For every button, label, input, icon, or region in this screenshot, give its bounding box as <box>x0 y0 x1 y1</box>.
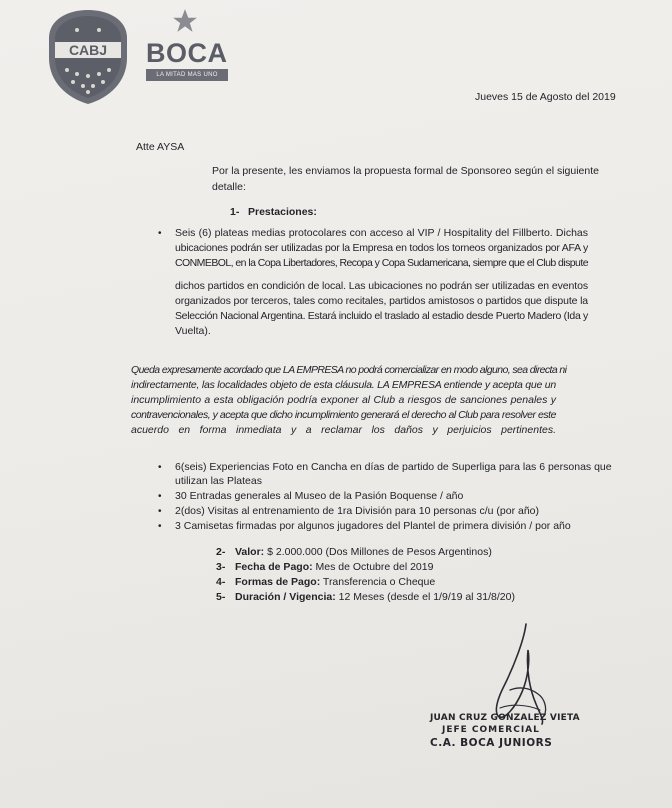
star-icon <box>172 8 198 34</box>
bullet-icon: • <box>158 462 162 473</box>
term-row <box>235 545 492 560</box>
term-number: 3- <box>216 561 226 573</box>
item-line: Vuelta). <box>175 325 211 337</box>
bullet-icon: • <box>158 506 162 517</box>
term-label: Valor: <box>235 546 265 558</box>
section-1-number: 1- <box>230 206 240 218</box>
term-value: 12 Meses (desde el 1/9/19 al 31/8/20) <box>335 591 515 603</box>
term-label: Fecha de Pago: <box>235 561 313 573</box>
benefit-line: 3 Camisetas firmadas por algunos jugadores del Plantel de primera división / por año <box>175 520 571 532</box>
bullet-icon: • <box>158 521 162 532</box>
benefit-line: 6(seis) Experiencias Foto en Cancha en días de partido de Superliga para las 6 personas que <box>175 461 612 473</box>
clause-line: acuerdo en forma inmediata y a reclamar los daños y perjuicios pertinentes. <box>131 424 556 436</box>
club-crest-logo <box>47 8 129 106</box>
benefit-line: utilizan las Plateas <box>175 475 262 487</box>
intro-line-1: Por la presente, les enviamos la propuesta formal de Sponsoreo según el siguiente <box>212 165 599 177</box>
term-number: 2- <box>216 546 226 558</box>
item-line: CONMEBOL, en la Copa Libertadores, Recopa y Copa Sudamericana, siempre que el Club dispute <box>175 257 588 269</box>
benefit-line: 30 Entradas generales al Museo de la Pasión Boquense / año <box>175 490 464 502</box>
clause-line: Queda expresamente acordado que LA EMPRESA no podrá comercializar en modo alguno, sea directa ni <box>131 364 567 376</box>
clause-line: incumplimiento a esta obligación podría exponer al Club a riesgos de sanciones penales y <box>131 394 556 406</box>
item-line: organizados por terceros, tales como recitales, partidos amistosos o partidos que dispute la <box>175 295 588 307</box>
signatory-org: C.A. BOCA JUNIORS <box>430 737 553 749</box>
term-label: Formas de Pago: <box>235 576 321 588</box>
letter-date: Jueves 15 de Agosto del 2019 <box>475 91 616 103</box>
term-value: Transferencia o Cheque <box>320 576 436 588</box>
crest-text: CABJ <box>68 42 108 58</box>
signatory-block <box>430 712 580 750</box>
section-1-title: Prestaciones: <box>248 206 317 218</box>
item-line: Selección Nacional Argentina. Estará incluido el traslado al estadio desde Puerto Madero (Ida y <box>175 310 588 322</box>
signatory-name: JUAN CRUZ GONZALEZ VIETA <box>430 713 580 723</box>
intro-line-2: detalle: <box>212 181 246 193</box>
recipient: Atte AYSA <box>136 141 185 153</box>
term-row <box>235 560 433 575</box>
clause-line: indirectamente, las localidades objeto de esta cláusula. LA EMPRESA entiende y acepta que un <box>131 379 556 391</box>
clause-line: contravencionales, y acepta que dicho incumplimiento generará el derecho al Club para resolver este <box>131 409 556 421</box>
term-label: Duración / Vigencia: <box>235 591 336 603</box>
term-row <box>235 590 515 605</box>
item-line: ubicaciones podrán ser utilizadas por la Empresa en todos los torneos organizados por AFA y <box>175 242 588 254</box>
brand-tagline: LA MITAD MAS UNO <box>146 69 228 81</box>
term-value: Mes de Octubre del 2019 <box>312 561 434 573</box>
benefit-line: 2(dos) Visitas al entrenamiento de 1ra División para 10 personas c/u (por año) <box>175 505 540 517</box>
item-line: Seis (6) plateas medias protocolares con acceso al VIP / Hospitality del Fillberto. Dichas <box>175 227 588 239</box>
item-line: dichos partidos en condición de local. Las ubicaciones no podrán ser utilizadas en eventos <box>175 280 588 292</box>
term-row <box>235 575 435 590</box>
signatory-role: JEFE COMERCIAL <box>442 725 540 735</box>
bullet-icon: • <box>158 491 162 502</box>
term-number: 4- <box>216 576 226 588</box>
bullet-icon: • <box>158 228 162 239</box>
term-number: 5- <box>216 591 226 603</box>
term-value: $ 2.000.000 (Dos Millones de Pesos Argentinos) <box>264 546 492 558</box>
brand-name: BOCA <box>146 38 228 68</box>
